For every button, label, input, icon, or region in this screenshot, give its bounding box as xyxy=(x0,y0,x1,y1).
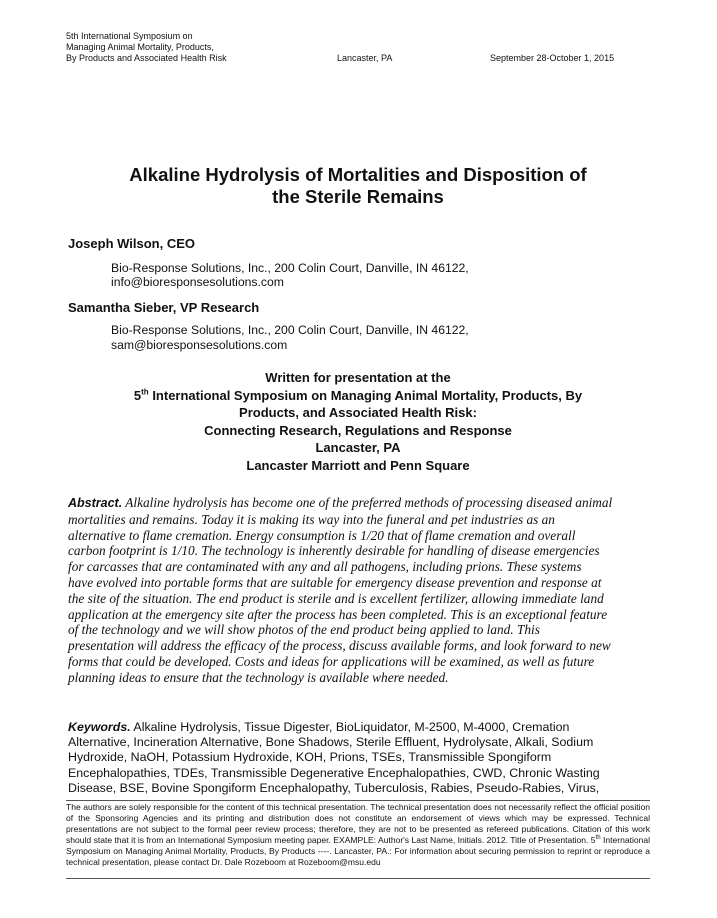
keywords-line: Disease, BSE, Bovine Spongiform Encephalopathy, Tuberculosis, Rabies, Pseudo-Rabies, Virus, xyxy=(68,780,600,795)
abstract-line: of the technology and we will show photos of the end product being applied to land. This xyxy=(68,622,540,638)
author-affiliation-2: Bio-Response Solutions, Inc., 200 Colin Court, Danville, IN 46122, xyxy=(111,323,469,337)
author-email-1[interactable]: info@bioresponsesolutions.com xyxy=(111,275,284,289)
header-symposium-line-3: By Products and Associated Health Risk xyxy=(66,53,227,63)
keywords-line: Encephalopathies, TDEs, Transmissible Degenerative Encephalopathies, CWD, Chronic Wasting xyxy=(68,765,600,780)
disclaimer-text: The authors are solely responsible for the content of this technical presentation. The technical presentation does not necessarily reflect the official position of the Sponsoring Agencies and its printing and distribution does not constitute an endorsement of views which may be expressed. Technical presentations are not subject to the formal peer review process; therefore, they are not to be presented as refereed publications. Citation of this work should state that it is from an International Symposium meeting paper. EXAMPLE: Author's Last Name, Initials. 2012. Title of Presentation. 5 xyxy=(66,802,650,846)
presentation-block xyxy=(66,369,650,474)
title-line-2: the Sterile Remains xyxy=(272,186,444,207)
presentation-line-2 xyxy=(66,387,650,405)
author-name-2: Samantha Sieber, VP Research xyxy=(68,300,260,315)
abstract-line: planning ideas to ensure that the technology is available where needed. xyxy=(68,669,449,685)
abstract-line: the site of the situation. The end product is sterile and is excellent fertilizer, allowing immediate land xyxy=(68,590,604,606)
header-location: Lancaster, PA xyxy=(337,53,393,63)
ordinal-suffix: th xyxy=(141,387,149,397)
presentation-line-6: Lancaster Marriott and Penn Square xyxy=(246,457,470,473)
keywords xyxy=(68,720,650,796)
ordinal-suffix: th xyxy=(595,835,601,842)
presentation-line-1: Written for presentation at the xyxy=(265,370,451,385)
author-email-2[interactable]: sam@bioresponsesolutions.com xyxy=(111,338,288,352)
header-symposium-line-2: Managing Animal Mortality, Products, xyxy=(66,42,214,52)
symposium-number: 5 xyxy=(133,387,142,403)
abstract-line: presentation will address the efficacy of the process, discuss available forms, and look forward to new xyxy=(68,638,611,654)
header-symposium-line-1: 5th International Symposium on xyxy=(66,31,193,41)
footer-rule-bottom xyxy=(66,878,650,879)
paper-title xyxy=(66,164,650,208)
abstract-line: for carcasses that are contaminated with any and all pathogens, including prions. These systems xyxy=(68,559,582,575)
abstract-line: carbon footprint is 1/10. The technology is inherently desirable for handling of disease emergencies xyxy=(68,543,600,559)
keywords-line: Alternative, Incineration Alternative, Bone Shadows, Sterile Effluent, Hydrolysate, Alkali, Sodium xyxy=(68,735,594,750)
presentation-line-3: Products, and Associated Health Risk: xyxy=(239,405,477,420)
running-header xyxy=(66,31,636,64)
disclaimer-text-continued: International Symposium on Managing Animal Mortality, Products, By Products ----. Lancaster, PA.: For information about securing permission to reprint or reproduce a technical presentation, please contact Dr. Dale Rozeboom at xyxy=(66,835,651,868)
keywords-line: Keywords. Alkaline Hydrolysis, Tissue Digester, BioLiquidator, M-2500, M-4000, Cremation xyxy=(68,720,570,734)
header-dates: September 28-October 1, 2015 xyxy=(490,53,615,63)
abstract-label: Abstract. xyxy=(68,496,123,510)
abstract-line: have evolved into portable forms that are suitable for emergency disease prevention and response at xyxy=(68,574,602,590)
abstract-line: mortalities and remains. Today it is making its way into the funeral and pet industries as an xyxy=(68,511,555,527)
presentation-line-4: Connecting Research, Regulations and Response xyxy=(204,422,512,438)
keywords-label: Keywords. xyxy=(68,720,131,734)
abstract-line: forms that could be developed. Costs and ideas for applications will be examined, as well as future xyxy=(68,653,595,669)
presentation-line-5: Lancaster, PA xyxy=(315,440,401,455)
author-affiliation-1: Bio-Response Solutions, Inc., 200 Colin Court, Danville, IN 46122, xyxy=(111,261,469,275)
footer-rule-top xyxy=(66,800,650,801)
contact-email[interactable]: Rozeboom@msu.edu xyxy=(297,857,381,868)
header-row xyxy=(66,53,636,64)
abstract-line: Abstract. Alkaline hydrolysis has become one of the preferred methods of processing diseased animal xyxy=(68,495,613,510)
author-name-1: Joseph Wilson, CEO xyxy=(68,236,196,251)
abstract-line: alternative to flame cremation. Energy consumption is 1/20 that of flame cremation and overall xyxy=(68,527,576,543)
title-line-1: Alkaline Hydrolysis of Mortalities and Disposition of xyxy=(129,164,587,185)
abstract xyxy=(68,495,650,686)
abstract-line: application at the emergency site after the process has been completed. This is an exceptional feature xyxy=(68,606,608,622)
keywords-line: Hydroxide, NaOH, Potassium Hydroxide, KOH, Prions, TSEs, Transmissible Spongiform xyxy=(68,750,552,765)
symposium-name: International Symposium on Managing Animal Mortality, Products, By xyxy=(148,387,583,403)
disclaimer xyxy=(66,802,650,869)
